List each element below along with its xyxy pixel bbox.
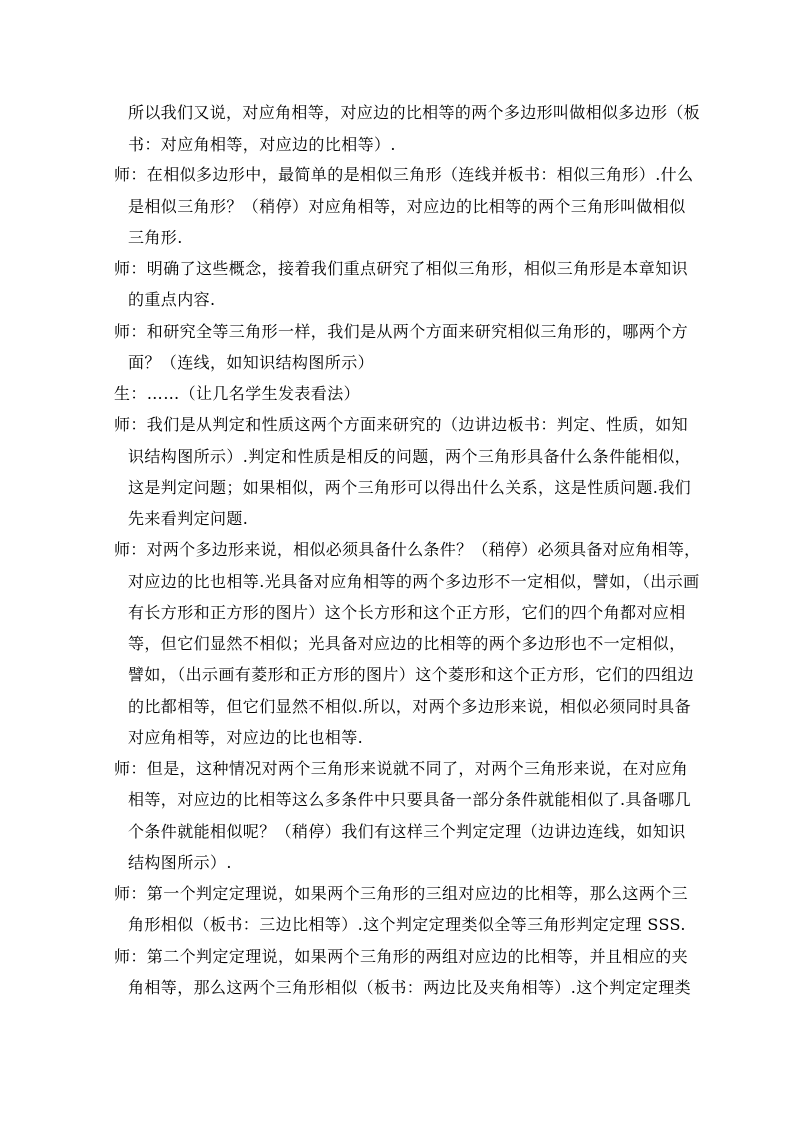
text-line — [0, 628, 793, 660]
text-line — [0, 972, 793, 1004]
text-line-content: 师：和研究全等三角形一样，我们是从两个方面来研究相似三角形的，哪两个方 — [114, 322, 689, 341]
text-line — [0, 722, 793, 754]
text-line — [0, 409, 793, 441]
text-line — [0, 659, 793, 691]
text-line-content: 个条件就能相似呢？（稍停）我们有这样三个判定定理（边讲边连线，如知识 — [128, 822, 686, 841]
text-line — [0, 691, 793, 723]
text-line-content: 结构图所示）. — [128, 853, 232, 872]
text-line-content: 师：对两个多边形来说，相似必须具备什么条件？（稍停）必须具备对应角相等， — [114, 540, 701, 559]
text-line — [0, 816, 793, 848]
text-line-content: 面？（连线，如知识结构图所示） — [128, 353, 375, 372]
text-line-content: 对应角相等，对应边的比也相等. — [128, 728, 364, 747]
text-line-content: 的重点内容. — [128, 290, 216, 309]
text-line-content: 对应边的比也相等.光具备对应角相等的两个多边形不一定相似，譬如，（出示画 — [128, 572, 700, 591]
text-line — [0, 441, 793, 473]
text-line — [0, 159, 793, 191]
text-line — [0, 753, 793, 785]
text-line — [0, 191, 793, 223]
text-line — [0, 472, 793, 504]
text-line — [0, 284, 793, 316]
text-line-content: 先来看判定问题. — [128, 509, 249, 528]
text-line-content: 是相似三角形？（稍停）对应角相等，对应边的比相等的两个三角形叫做相似 — [128, 197, 686, 216]
text-line — [0, 97, 793, 129]
text-line — [0, 878, 793, 910]
text-line — [0, 597, 793, 629]
text-line-content: 师：在相似多边形中，最简单的是相似三角形（连线并板书：相似三角形）.什么 — [114, 165, 694, 184]
text-line — [0, 316, 793, 348]
text-line — [0, 347, 793, 379]
text-line-content: 譬如，（出示画有菱形和正方形的图片）这个菱形和这个正方形，它们的四组边 — [128, 665, 695, 684]
text-line-content: 所以我们又说，对应角相等，对应边的比相等的两个多边形叫做相似多边形（板 — [128, 103, 701, 122]
text-line — [0, 909, 793, 941]
text-line — [0, 566, 793, 598]
text-line-content: 三角形. — [128, 228, 183, 247]
text-line-content: 的比都相等，但它们显然不相似.所以，对两个多边形来说，相似必须同时具备 — [128, 697, 692, 716]
text-line-content: 书：对应角相等，对应边的比相等）. — [128, 135, 396, 154]
text-line-content: 等，但它们显然不相似；光具备对应边的比相等的两个多边形也不一定相似， — [128, 634, 686, 653]
text-line-content: 师：但是，这种情况对两个三角形来说就不同了，对两个三角形来说，在对应角 — [114, 759, 689, 778]
text-line-content: 生：……（让几名学生发表看法） — [114, 384, 361, 403]
text-line-content: 师：明确了这些概念，接着我们重点研究了相似三角形，相似三角形是本章知识 — [114, 259, 689, 278]
text-line — [0, 253, 793, 285]
text-line — [0, 222, 793, 254]
text-line-content: 角形相似（板书：三边比相等）.这个判定定理类似全等三角形判定定理 SSS. — [128, 915, 686, 934]
text-line-content: 相等，对应边的比相等这么多条件中只要具备一部分条件就能相似了.具备哪几 — [128, 790, 692, 809]
text-line — [0, 534, 793, 566]
text-line-content: 这是判定问题；如果相似，两个三角形可以得出什么关系，这是性质问题.我们 — [128, 478, 692, 497]
text-line-content: 有长方形和正方形的图片）这个长方形和这个正方形，它们的四个角都对应相 — [128, 603, 686, 622]
text-line — [0, 847, 793, 879]
text-line — [0, 941, 793, 973]
text-line-content: 师：第二个判定定理说，如果两个三角形的两组对应边的比相等，并且相应的夹 — [114, 947, 689, 966]
text-line — [0, 784, 793, 816]
text-line — [0, 503, 793, 535]
text-line — [0, 129, 793, 161]
text-line-content: 角相等，那么这两个三角形相似（板书：两边比及夹角相等）.这个判定定理类 — [128, 978, 692, 997]
text-line-content: 师：我们是从判定和性质这两个方面来研究的（边讲边板书：判定、性质，如知 — [114, 415, 689, 434]
text-line-content: 识结构图所示）.判定和性质是相反的问题，两个三角形具备什么条件能相似， — [128, 447, 692, 466]
text-line — [0, 378, 793, 410]
text-line-content: 师：第一个判定定理说，如果两个三角形的三组对应边的比相等，那么这两个三 — [114, 884, 689, 903]
